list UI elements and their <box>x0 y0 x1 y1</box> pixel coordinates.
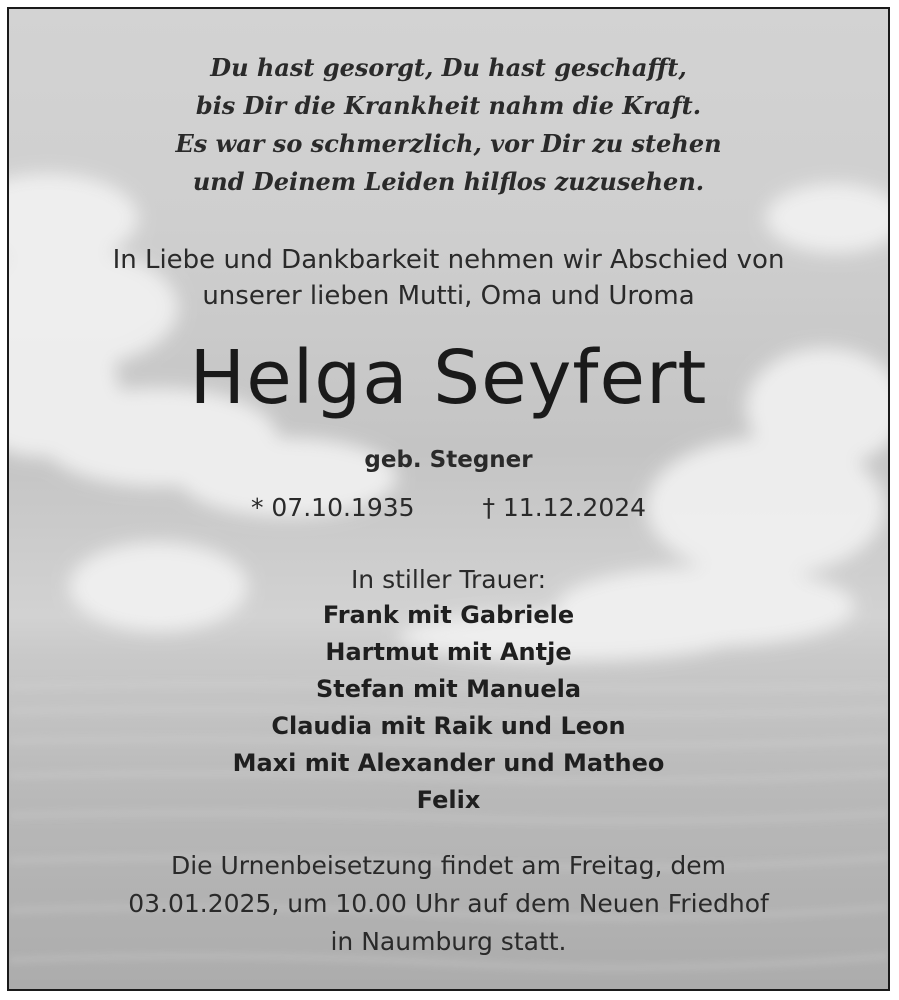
life-dates <box>9 493 888 522</box>
mourner-name: Frank mit Gabriele <box>322 601 575 629</box>
mourner-name: Stefan mit Manuela <box>315 675 582 703</box>
poem-line: und Deinem Leiden hilflos zuzusehen. <box>192 167 705 196</box>
poem-line: Du hast gesorgt, Du hast geschafft, <box>210 53 687 82</box>
birth-name: geb. Stegner <box>364 447 533 473</box>
obituary-notice <box>7 7 890 991</box>
mourner-name: Maxi mit Alexander und Matheo <box>232 749 665 777</box>
poem-line: bis Dir die Krankheit nahm die Kraft. <box>195 91 702 120</box>
funeral-info-line: 03.01.2025, um 10.00 Uhr auf dem Neuen Friedhof <box>128 889 769 918</box>
death-date: † 11.12.2024 <box>482 493 647 522</box>
mourning-heading: In stiller Trauer: <box>350 565 547 594</box>
mourner-name: Claudia mit Raik und Leon <box>271 712 626 740</box>
mourner-name: Hartmut mit Antje <box>325 638 572 666</box>
funeral-info-line: in Naumburg statt. <box>330 927 567 956</box>
intro-line: In Liebe und Dankbarkeit nehmen wir Abschied von <box>112 245 785 275</box>
birth-date: * 07.10.1935 <box>250 493 415 522</box>
funeral-info-line: Die Urnenbeisetzung findet am Freitag, dem <box>170 851 727 880</box>
deceased-name: Helga Seyfert <box>189 335 708 421</box>
poem-line: Es war so schmerzlich, vor Dir zu stehen <box>175 129 722 158</box>
mourner-name: Felix <box>416 786 481 814</box>
intro-line: unserer lieben Mutti, Oma und Uroma <box>202 281 695 311</box>
